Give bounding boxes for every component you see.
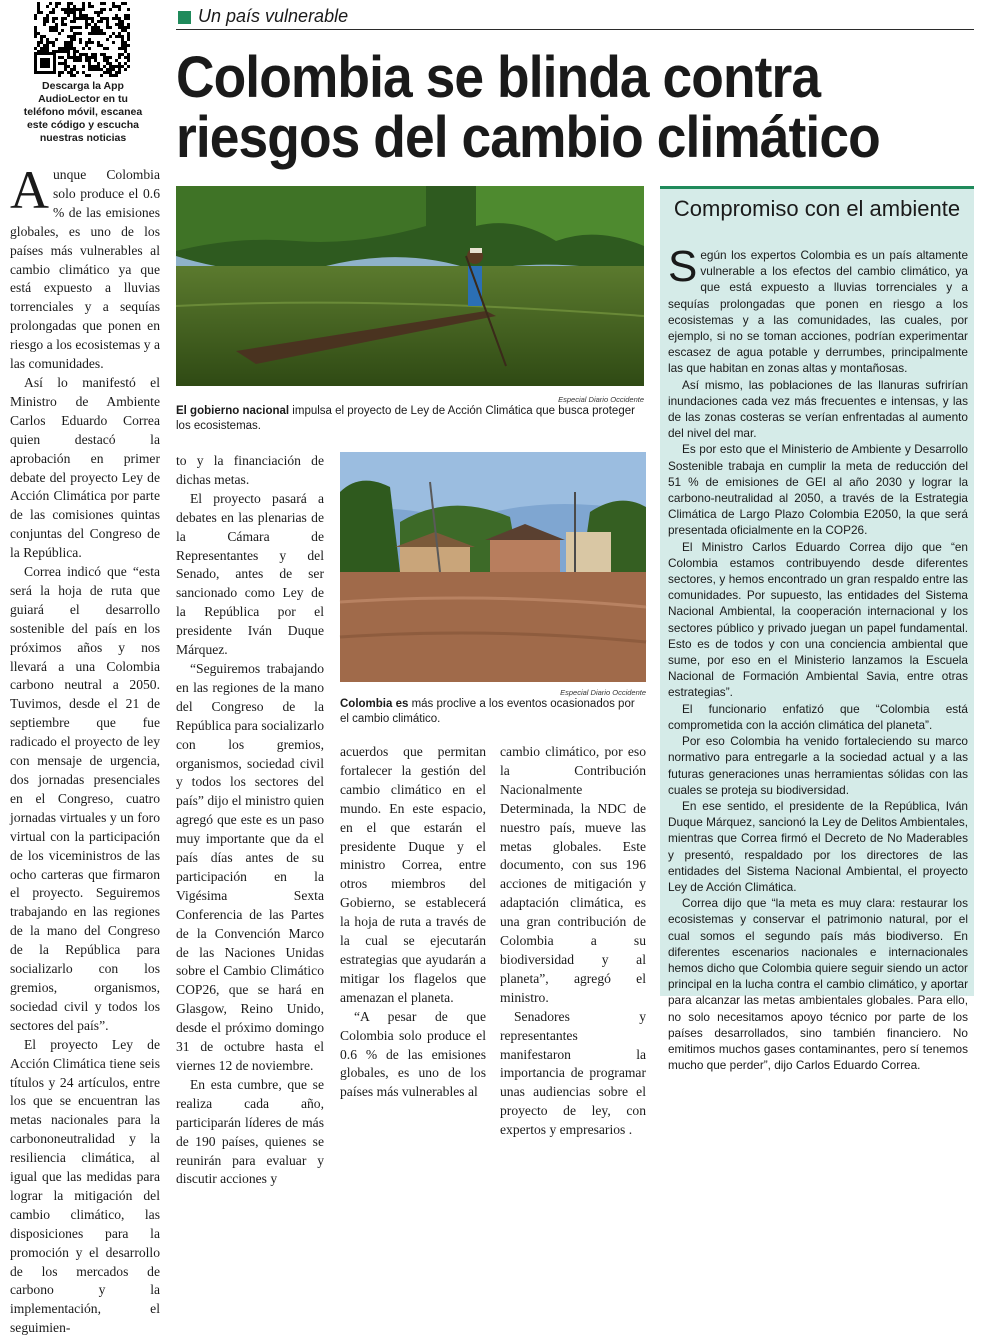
sidebar-paragraph: En ese sentido, el presidente de la República, Iván Duque Márquez, sancionó la Ley de Delitos Ambientales, mientras que Correa firmó el Decreto de No Maderables y presentó, respaldado por los directores de las entidades del Sistema Nacional Ambiental, el proyecto Ley de Acción Climática. bbox=[668, 798, 968, 894]
photo-1-caption-text: impulsa el proyecto de Ley de Acción Climática que busca proteger los ecosistemas. bbox=[176, 405, 635, 432]
sidebar-paragraph: El Ministro Carlos Eduardo Correa dijo que “en Colombia estamos contribuyendo desde diferentes sectores, y hemos encontrado un gran respaldo entre las comunidades. Por supuesto, las entidades del Sistema Nacional Ambiental, la cooperación internacional y los sectores público y privado juegan un papel fundamental. Esto es de todos y con una conciencia ambiental que sume, por eso en el Ministerio lanzamos la Escuela Nacional de Formación Ambiental Savia, entre otras estrategias”. bbox=[668, 539, 968, 700]
sidebar-text bbox=[668, 242, 968, 1073]
column-4-paragraph: cambio climático, por eso la Contribución Nacionalmente Determinada, la NDC de nuestro país, mueve las metas globales. Este documento, con sus 196 acciones de mitigación y adaptación climática, es una gran contribución de Colombia a su biodiversidad y al planeta”, agregó el ministro. bbox=[500, 744, 646, 1005]
column-1-paragraph: Aunque Colombia solo produce el 0.6 % de las emisiones globales, es uno de los países más vulnerables al cambio climático ya que está expuesto a lluvias torrenciales y a sequías prolongadas que ponen en riesgo a los ecosistemas y a las comunidades. bbox=[10, 160, 160, 372]
sidebar-box bbox=[660, 186, 974, 1073]
sidebar-paragraph: Según los expertos Colombia es un país altamente vulnerable a los efectos del cambio climático, ya que está expuesto a lluvias torrenciales y a sequías prolongadas que ponen en riesgo a los ecosistemas y a las comunidades, las cuales, por ejemplo, si no se toman acciones, podrían experimentar escasez de agua potable y derrumbes, principalmente las que habitan en zonas altas y montañosas. bbox=[668, 242, 968, 376]
photo-1-caption-lead: El gobierno nacional bbox=[176, 405, 290, 417]
drop-cap: A bbox=[10, 160, 49, 220]
photo-1-caption bbox=[176, 404, 644, 434]
column-2-paragraph: En esta cumbre, que se realiza cada año, participarán líderes de más de 190 países, quienes se reunirán para evaluar y discutir acciones y bbox=[176, 1076, 324, 1187]
headline-line-2: riesgos del cambio climático bbox=[176, 105, 880, 170]
article-column-3 bbox=[340, 743, 486, 1102]
flooded-village-photo bbox=[340, 452, 646, 682]
column-2-paragraph: El proyecto pasará a debates en las plenarias de la Cámara de Representantes y del Senado, antes de ser sancionado como Ley de la República por el presidente Iván Duque Márquez. bbox=[176, 490, 324, 658]
column-1-paragraph: Así lo manifestó el Ministro de Ambiente Carlos Eduardo Correa quien destacó la aprobación en primer debate del proyecto Ley de Acción Climática por parte de las comisiones quintas conjuntas del Congreso de la República. bbox=[10, 374, 160, 561]
headline bbox=[176, 45, 912, 170]
photo-2-caption bbox=[340, 697, 646, 727]
sidebar-paragraph: Es por esto que el Ministerio de Ambiente y Desarrollo Sostenible trabaja en cumplir la meta de reducción del 51 % de emisiones de GEI al año 2030 y lograr la carbono-neutralidad al 2050, a través de la Estrategia Climática de Largo Plazo Colombia E2050, la que será presentada oficialmente en la COP26. bbox=[668, 442, 968, 538]
qr-code bbox=[32, 0, 132, 78]
column-1-paragraph: Correa indicó que “esta será la hoja de ruta que guiará el desarrollo sostenible del país en los próximos años y nos llevará a una Colombia carbono neutral a 2050. Tuvimos, desde el 21 de septiembre que fue radicado el proyecto de ley con mensaje de urgencia, dos jornadas presenciales en el Congreso, cuatro jornadas virtuales y un foro virtual con la participación de los viceministros de las ocho carteras que firmaron el proyecto. Seguiremos trabajando en las regiones de la mano del Congreso de la República para socializarlo con los gremios, organismos, sociedad civil y todos los sectores del país”. bbox=[10, 564, 160, 1033]
section-label: Un país vulnerable bbox=[198, 6, 349, 26]
sidebar-paragraph: Correa dijo que “la meta es muy clara: restaurar los ecosistemas y conservar el patrimonio natural, por el cual somos el segundo país más biodiverso. En diferentes escenarios nacionales e internacionales hemos dicho que Colombia quiere seguir siendo un actor principal en la lucha contra el cambio climático, y aportar para alcanzar las metas ambientales globales. Para ello, no solo necesitamos apoyo técnico por parte de los países desarrollados, sino también financiero. No emitimos muchos gases contaminantes, pero sí tenemos mucho que perder”, dijo Carlos Eduardo Correa. bbox=[668, 896, 968, 1073]
photo-2-caption-text: más proclive a los eventos ocasionados por el cambio climático. bbox=[340, 698, 635, 725]
photo-1-credit: Especial Diario Occidente bbox=[558, 395, 644, 404]
article-column-2 bbox=[176, 452, 324, 1189]
qr-code-graphic bbox=[32, 0, 132, 78]
river-canoe-illustration bbox=[176, 186, 644, 386]
sidebar-drop-cap: S bbox=[668, 242, 698, 291]
sidebar-paragraph: Así mismo, las poblaciones de las llanuras sufrirían inundaciones cada vez más frecuentes e intensas, y las de las zonas costeras se verían enfrentadas al aumento del nivel del mar. bbox=[668, 377, 968, 441]
section-marker bbox=[178, 11, 191, 24]
photo-2-credit: Especial Diario Occidente bbox=[560, 688, 646, 697]
column-1-paragraph: El proyecto Ley de Acción Climática tiene seis títulos y 24 artículos, entre los que se encuentran las metas nacionales para la carbononeutralidad y la resiliencia climática, al igual que las medidas para lograr la mitigación del cambio climático, las disposiciones para la promoción y el desarrollo de los mercados de carbono y la implementación, el seguimien- bbox=[10, 1036, 160, 1336]
column-2-paragraph: “Seguiremos trabajando en las regiones de la mano del Congreso de la República para socializarlo con los gremios, organismos, sociedad civil y todos los sectores del país” dijo el ministro quien agregó que este es un paso muy importante que da el país días antes de su participación en la Vigésima Sexta Conferencia de las Partes de la Convención Marco de las Naciones Unidas sobre el Cambio Climático COP26, que se hará en Glasgow, Reino Unido, desde el próximo domingo 31 de octubre hasta el viernes 12 de noviembre. bbox=[176, 660, 324, 1073]
qr-caption: Descarga la App AudioLector en tu teléfono móvil, escanea este código y escucha nuestras noticias bbox=[23, 80, 143, 144]
article-column-1 bbox=[10, 160, 160, 1338]
section-header bbox=[176, 8, 974, 30]
headline-line-1: Colombia se blinda contra bbox=[176, 45, 821, 110]
column-4-paragraph: Senadores y representantes manifestaron la importancia de programar unas audiencias sobre el proyecto de ley, con expertos y empresarios . bbox=[500, 1008, 646, 1138]
photo-2-caption-lead: Colombia es bbox=[340, 698, 409, 710]
river-canoe-photo bbox=[176, 186, 644, 386]
sidebar-paragraph: El funcionario enfatizó que “Colombia está comprometida con la acción climática del planeta”. bbox=[668, 701, 968, 732]
sidebar-paragraph: Por eso Colombia ha venido fortaleciendo su marco normativo para entregarle a la sociedad actual y a las futuras generaciones unas herramientas sólidas con las cuales se proteja su biodiversidad. bbox=[668, 734, 968, 797]
sidebar-title: Compromiso con el ambiente bbox=[673, 196, 961, 221]
column-3-paragraph: acuerdos que permitan fortalecer la gestión del cambio climático en el mundo. En este espacio, en el que estarán el presidente Duque y el ministro Correa, entre otros miembros del Gobierno, se establecerá la hoja de ruta a través de la cual se ejecutarán estrategias que ayudarán a mitigar los flagelos que amenazan el planeta. bbox=[340, 744, 486, 1005]
article-column-4 bbox=[500, 743, 646, 1140]
flooded-village-illustration bbox=[340, 452, 646, 682]
column-3-paragraph: “A pesar de que Colombia solo produce el 0.6 % de las emisiones globales, es uno de los países más vulnerables al bbox=[340, 1008, 486, 1100]
column-2-paragraph: to y la financiación de dichas metas. bbox=[176, 453, 324, 487]
